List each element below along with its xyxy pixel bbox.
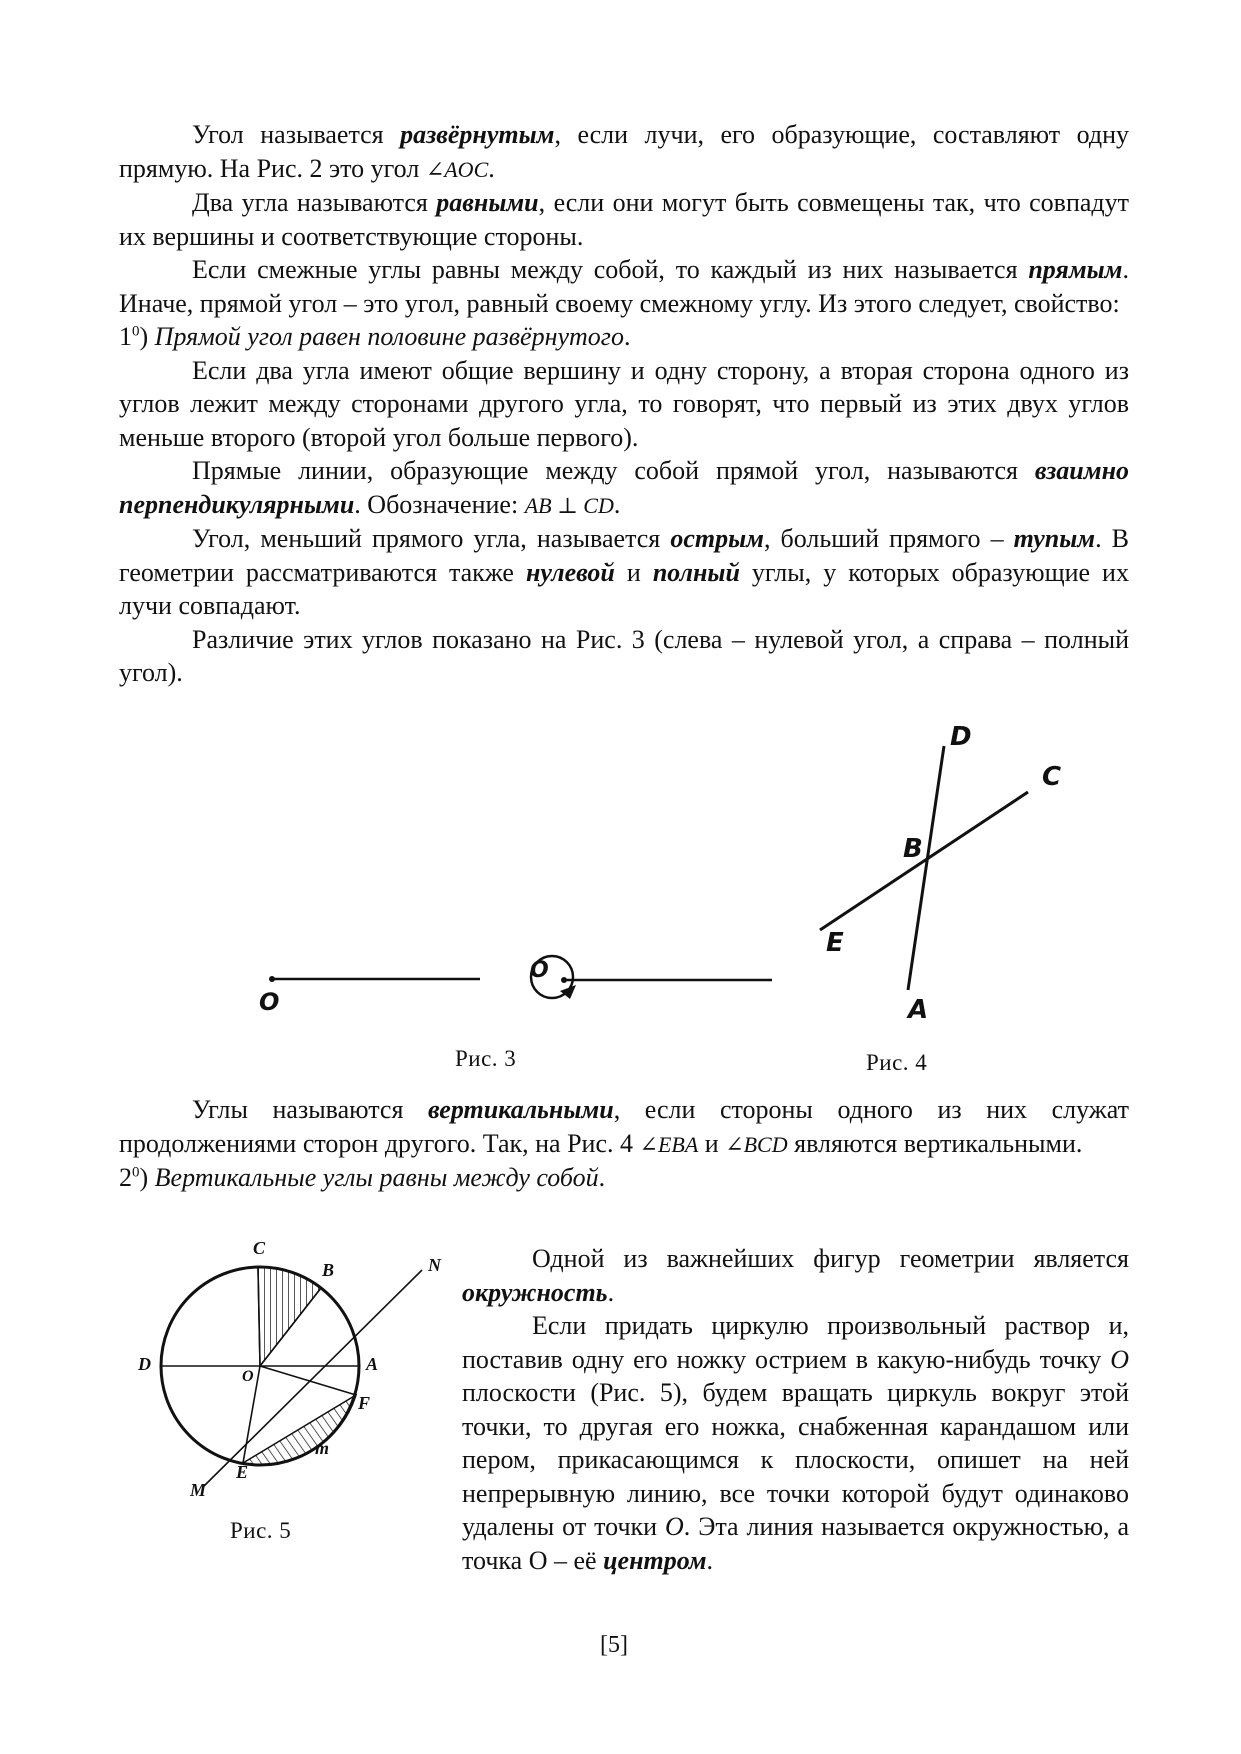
fig4-label-d: D — [950, 722, 972, 752]
paragraph-perpendicular: Прямые линии, образующие между собой прямой угол, называются взаимно перпендикулярными. Обозначение: AB ⊥ CD. — [119, 456, 1129, 519]
secant-mn — [203, 1270, 422, 1487]
fig3-caption: Рис. 3 — [455, 1046, 517, 1071]
term-perpendicular: взаимно перпендикулярными — [119, 456, 1129, 519]
fig5-label-d: D — [138, 1354, 151, 1374]
math-angle-eba: ∠EBA — [639, 1131, 699, 1157]
page-number: [5] — [600, 1632, 628, 1658]
figure-5 — [120, 1250, 460, 1510]
paragraph-equal-angles: Два угла называются равными, если они могут быть совмещены так, что совпадут их вершины и соответствующие стороны. — [119, 188, 1129, 251]
paragraph-circle-definition: Если придать циркулю произвольный раствор и, поставив одну его ножку острием в какую-нибудь точку O плоскости (Рис. 5), будем вращать циркуль вокруг этой точки, то другая его ножка, снабженная карандашом или пером, прикасающимся к плоскости, опишет на ней непрерывную линию, все точки которой будут одинаково удалены от точки O. Эта линия называется окружностью, а точка О – её центром. — [462, 1311, 1130, 1575]
paragraph-vertical-angles: Углы называются вертикальными, если стороны одного из них служат продолжениями сторон другого. Так, на Рис. 4 ∠EBA и ∠BCD являются вертикальными. — [119, 1095, 1129, 1158]
paragraph-figure3-ref: Различие этих углов показано на Рис. 3 (слева – нулевой угол, а справа – полный угол). — [119, 624, 1129, 687]
fig5-label-m: M — [190, 1480, 207, 1500]
term-obtuse: тупым — [1013, 524, 1096, 553]
side-text-circle — [462, 1242, 1129, 1577]
fig4-label-e: E — [826, 928, 844, 958]
fig3-label-o-right: O — [530, 958, 549, 983]
fig5-label-f: F — [358, 1393, 371, 1413]
term-right: прямым — [1028, 255, 1123, 284]
math-angle-aoc: ∠AOC — [425, 156, 489, 182]
fig5-label-b: B — [322, 1260, 335, 1280]
fig5-label-m-arc: m — [315, 1438, 330, 1458]
fig5-label-e: E — [236, 1462, 249, 1482]
paragraph-acute-obtuse: Угол, меньший прямого угла, называется острым, больший прямого – тупым. В геометрии рассматриваются также нулевой и полный углы, у которых образующие их лучи совпадают. — [119, 524, 1129, 620]
radius-of — [260, 1366, 356, 1395]
fig5-label-a: A — [366, 1354, 379, 1374]
term-full: полный — [652, 557, 740, 587]
paragraph-circle-intro: Одной из важнейших фигур геометрии является окружность. — [462, 1244, 1129, 1307]
term-acute: острым — [670, 524, 764, 553]
paragraph-straight-angle: Угол называется развёрнутым, если лучи, его образующие, составляют одну прямую. На Рис. 2 это угол ∠AOC. — [119, 120, 1129, 183]
fig4-label-b: B — [903, 834, 923, 864]
zero-angle-vertex — [269, 976, 275, 982]
property-2: $2^0$) Вертикальные углы равны между собой. — [119, 1163, 606, 1192]
fig5-label-c: C — [253, 1238, 266, 1258]
term-zero: нулевой — [525, 557, 615, 587]
fig4-label-a: A — [908, 995, 929, 1025]
term-center: центром — [603, 1545, 707, 1575]
property-1: $1^0$) Прямой угол равен половине развёрнутого. — [119, 322, 631, 351]
math-angle-bcd: ∠BCD — [725, 1131, 788, 1157]
arrow-icon — [560, 985, 576, 999]
paragraph-right-angle: Если смежные углы равны между собой, то каждый из них называется прямым. Иначе, прямой угол – это угол, равный своему смежному углу. Из этого следует, свойство: — [119, 255, 1129, 318]
figure-4 — [800, 720, 1080, 1020]
fig5-label-n: N — [428, 1255, 441, 1275]
fig5-caption: Рис. 5 — [230, 1518, 292, 1543]
line-ec — [820, 792, 1028, 930]
fig4-label-c: C — [1042, 762, 1062, 792]
term-vertical: вертикальными — [428, 1095, 614, 1124]
paragraph-angle-comparison: Если два угла имеют общие вершину и одну сторону, а вторая сторона одного из углов лежит между сторонами другого угла, то говорят, что первый из этих двух углов меньше второго (второй угол больше первого). — [119, 355, 1129, 452]
math-ab-perp-cd: AB ⊥ CD — [524, 492, 614, 518]
main-text — [119, 118, 1129, 690]
text-vertical — [119, 1093, 1129, 1195]
fig4-caption: Рис. 4 — [866, 1050, 928, 1075]
term-straight: развёрнутым — [400, 120, 555, 149]
term-equal: равными — [436, 188, 539, 217]
figure-3 — [240, 955, 800, 1025]
fig5-label-o: O — [242, 1368, 254, 1385]
fig3-label-o-left: O — [259, 988, 280, 1016]
term-circle: окружность — [462, 1277, 608, 1307]
